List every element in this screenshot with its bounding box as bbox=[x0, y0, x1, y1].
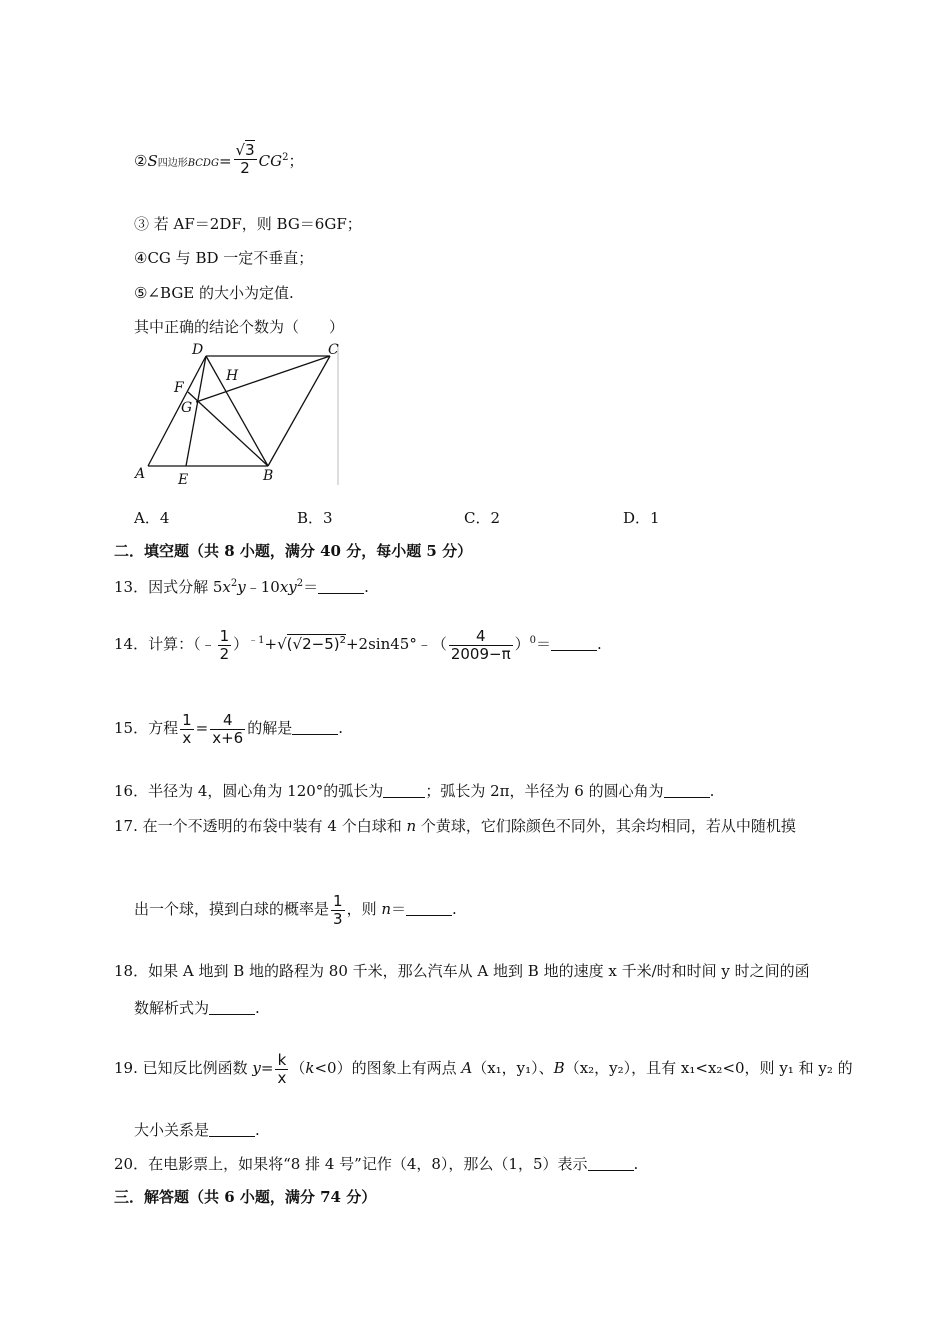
conclusion-5: ⑤∠BGE 的大小为定值. bbox=[134, 284, 294, 302]
fraction-4-over: $\frac{4}{2009-\pi}$ bbox=[450, 627, 511, 663]
section-3-heading: 三．解答题（共 6 小题，满分 74 分） bbox=[114, 1188, 377, 1206]
question-17-line1: 17. 在一个不透明的布袋中装有 4 个白球和 n 个黄球，它们除颜色不同外，其余均相同，若从中随机摸 bbox=[114, 817, 796, 835]
label-E: E bbox=[178, 472, 189, 488]
conclusion-2: ②S四边形BCDG= $\frac{√3}{2}$ $CG^2$； bbox=[134, 141, 304, 177]
edge-DA bbox=[148, 356, 206, 466]
answer-blank-1 bbox=[383, 783, 425, 798]
answer-blank bbox=[209, 1122, 255, 1137]
question-16: 16．半径为 4，圆心角为 120°的弧长为 ；弧长为 2π，半径为 6 的圆心角为 . bbox=[114, 782, 715, 800]
segment-FB bbox=[188, 392, 268, 466]
label-G: G bbox=[181, 400, 193, 416]
label-F: F bbox=[174, 380, 184, 396]
answer-blank-2 bbox=[664, 783, 710, 798]
option-a: A．4 bbox=[134, 509, 170, 527]
label-H: H bbox=[226, 368, 239, 384]
answer-blank bbox=[209, 1000, 255, 1015]
question-15: 15．方程 $\frac{1}{x}$ = $\frac{4}{x+6}$ 的解是 . bbox=[114, 711, 344, 747]
question-20: 20．在电影票上，如果将“8 排 4 号”记作（4，8），那么（1，5）表示 . bbox=[114, 1155, 639, 1173]
option-b: B．3 bbox=[297, 509, 333, 527]
option-d: D．1 bbox=[623, 509, 660, 527]
question-12-prompt: 其中正确的结论个数为（ ） bbox=[134, 318, 345, 336]
question-19-line2: 大小关系是 . bbox=[134, 1121, 260, 1139]
question-14: 14．计算：（﹣ $\frac{1}{2}$ ）$^{﹣1}+√(√2-5)^2+2\sin 45^\circ﹣$（ $\frac{4}{2009-\pi}$ ）$^0$＝ . bbox=[114, 627, 602, 663]
answer-blank bbox=[588, 1156, 634, 1171]
label-A: A bbox=[135, 466, 146, 482]
question-19-line1: 19. 已知反比例函数 y= $\frac{k}{x}$ （k<0）的图象上有两点 A（x₁，y₁）、B（x₂，y₂），且有 x₁<x₂<0，则 y₁ 和 y₂ 的 bbox=[114, 1051, 853, 1087]
geometry-figure bbox=[130, 340, 345, 490]
answer-blank bbox=[292, 720, 338, 735]
conclusion-4: ④CG 与 BD 一定不垂直； bbox=[134, 249, 314, 267]
fraction-4-over-x6: $\frac{4}{x+6}$ bbox=[212, 711, 244, 747]
fraction-k-over-x: $\frac{k}{x}$ bbox=[277, 1051, 287, 1087]
sqrt3-over-2: $\frac{√3}{2}$ bbox=[235, 141, 255, 177]
label-D: D bbox=[192, 342, 204, 358]
question-13: 13．因式分解 $5x^2y﹣10xy^2=$ . bbox=[114, 578, 369, 596]
question-18-line1: 18．如果 A 地到 B 地的路程为 80 千米，那么汽车从 A 地到 B 地的速度 x 千米/时和时间 y 时之间的函 bbox=[114, 962, 810, 980]
question-18-line2: 数解析式为 . bbox=[134, 999, 260, 1017]
question-17-line2: 出一个球，摸到白球的概率是 $\frac{1}{3}$ ，则 n＝ . bbox=[134, 892, 457, 928]
label-C: C bbox=[328, 342, 339, 358]
sqrt-expression: $√(√2-5)^2$ bbox=[277, 635, 346, 653]
answer-blank bbox=[551, 636, 597, 651]
option-c: C．2 bbox=[464, 509, 501, 527]
fraction-one-third: $\frac{1}{3}$ bbox=[333, 892, 343, 928]
conclusion-3: ③ 若 AF＝2DF，则 BG＝6GF； bbox=[134, 215, 362, 233]
segment-GC bbox=[196, 356, 330, 402]
answer-blank bbox=[318, 579, 364, 594]
edge-BC bbox=[268, 356, 330, 466]
section-2-heading: 二．填空题（共 8 小题，满分 40 分，每小题 5 分） bbox=[114, 542, 473, 560]
fraction-half: $\frac{1}{2}$ bbox=[219, 627, 230, 663]
fraction-1-over-x: $\frac{1}{x}$ bbox=[182, 711, 192, 747]
label-B: B bbox=[263, 468, 274, 484]
answer-blank bbox=[406, 901, 452, 916]
